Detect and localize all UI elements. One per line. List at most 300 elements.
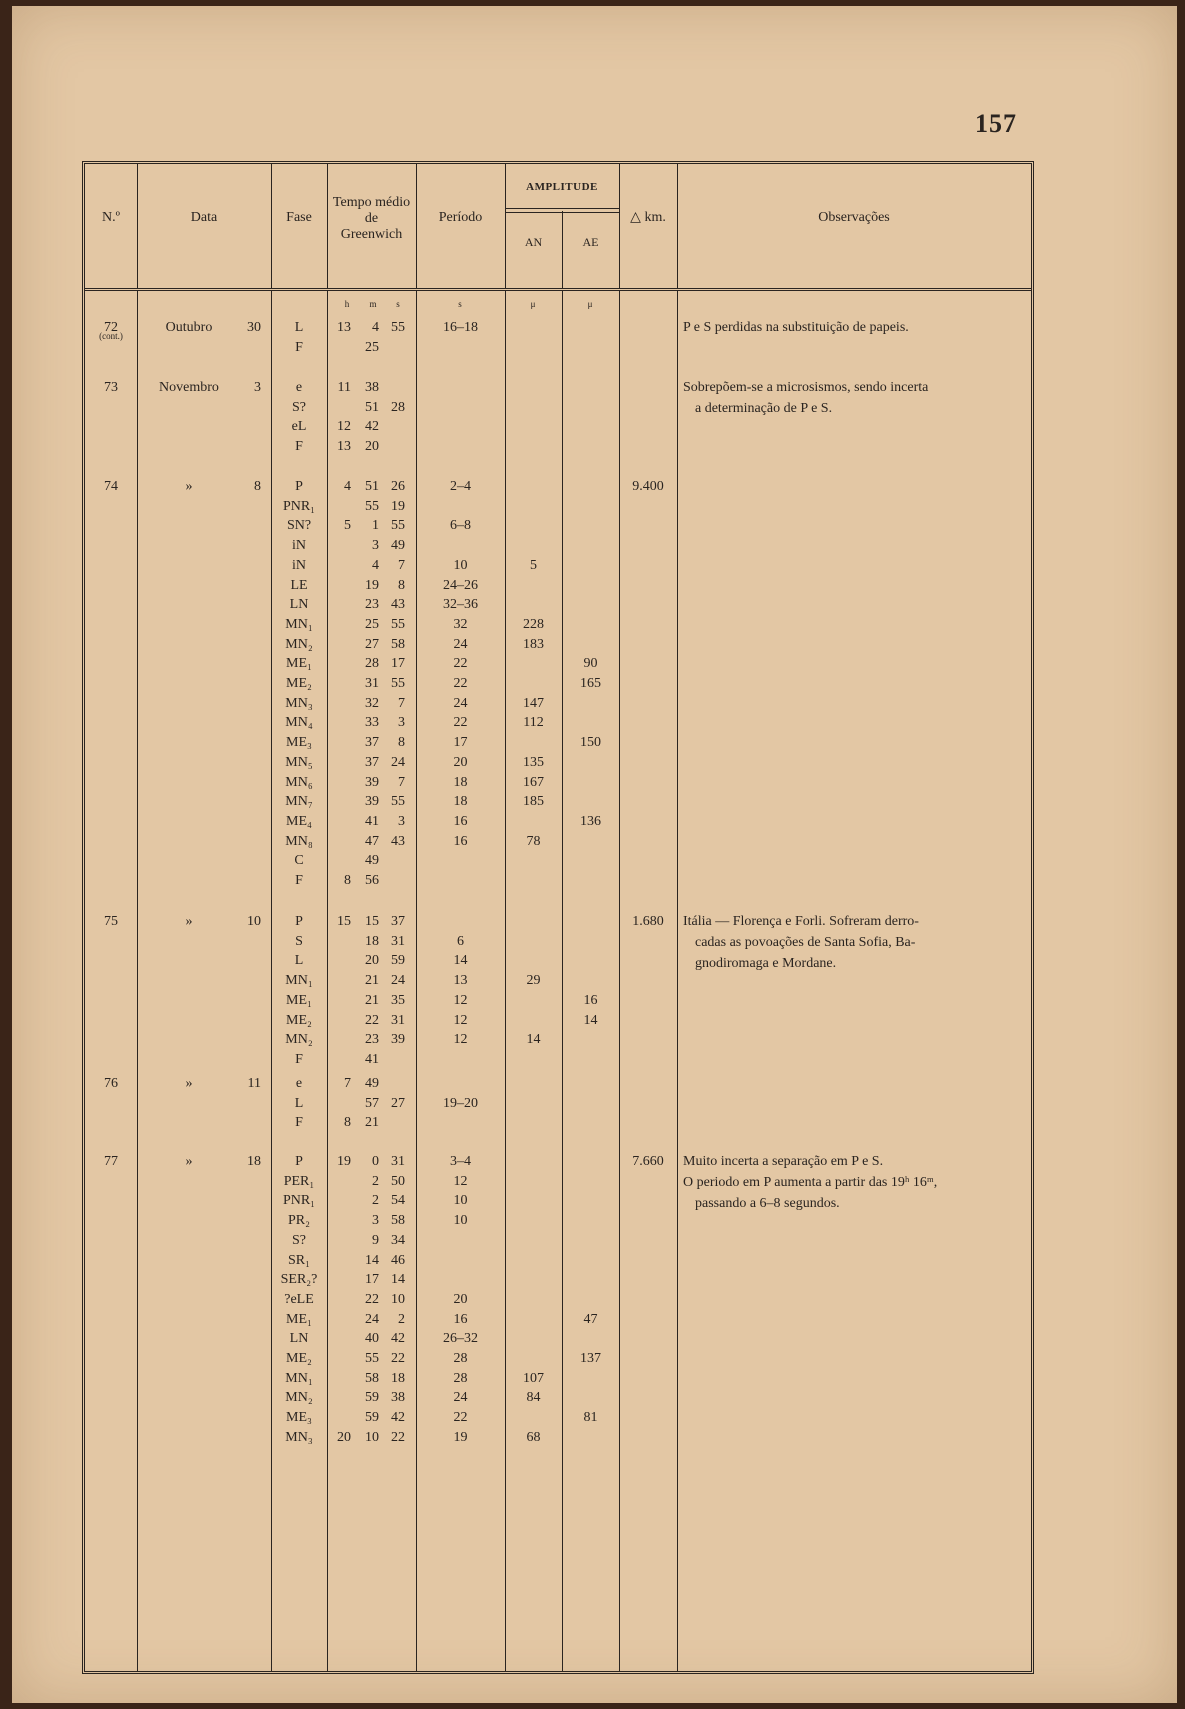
observation-line: cadas as povoações de Santa Sofia, Ba- [695,935,916,950]
phase-cell: F [295,873,303,888]
minute-cell: 37 [365,754,379,770]
table-row [85,1093,1031,1114]
period-cell: 12 [453,1173,468,1189]
minute-cell: 39 [365,794,379,810]
phase-cell: P [295,479,303,494]
record-number-note: (cont.) [99,331,123,341]
phase-cell: MN₂ [285,1032,313,1048]
seismic-records-table [82,161,1034,1674]
phase-cell: ME₂ [286,676,312,691]
minute-cell: 51 [365,399,379,415]
period-cell: 22 [453,656,468,672]
table-row [85,1368,1031,1389]
second-cell: 55 [391,616,405,632]
table-row [85,990,1031,1011]
record-month: » [185,1154,193,1169]
phase-cell: e [295,1076,303,1091]
minute-cell: 21 [365,992,379,1008]
second-cell: 24 [391,754,405,770]
period-cell: 16 [453,833,468,849]
units-row: h m s s μ μ [344,299,593,309]
phase-cell: ME₃ [286,1410,312,1426]
second-cell: 39 [391,1032,405,1048]
second-cell: 58 [391,636,405,652]
period-cell: 22 [453,1410,468,1426]
period-cell: 10 [453,1213,468,1229]
minute-cell: 17 [365,1272,379,1288]
hour-cell: 19 [337,1154,351,1169]
amplitude-n-cell: 68 [526,1429,541,1445]
header-period: Período [438,210,483,225]
table-row [85,850,1031,871]
record-number: 73 [104,380,118,395]
amplitude-n-cell: 167 [523,774,544,790]
amplitude-e-cell: 165 [580,676,601,691]
minute-cell: 38 [365,380,379,395]
observation-line: a determinação de P e S. [695,401,833,416]
minute-cell: 47 [365,833,379,849]
minute-cell: 18 [365,933,379,949]
table-row [85,436,1031,457]
amplitude-e-cell: 47 [583,1311,598,1327]
record-month: » [185,1076,193,1091]
table-header [85,164,1031,291]
minute-cell: 24 [365,1311,379,1327]
table-row [85,575,1031,596]
second-cell: 43 [391,833,405,849]
phase-cell: iN [292,557,306,573]
phase-cell: ME₂ [286,1012,312,1028]
minute-cell: 9 [372,1232,379,1248]
minute-cell: 4 [372,557,379,573]
minute-cell: 59 [365,1410,379,1426]
minute-cell: 41 [365,1051,379,1067]
amplitude-e-cell: 137 [580,1351,601,1366]
second-cell: 50 [391,1173,405,1189]
second-cell: 3 [398,813,405,829]
phase-cell: MN₈ [285,833,313,849]
phase-cell: F [295,1115,303,1131]
table-row [85,476,1031,497]
second-cell: 31 [391,933,405,949]
period-cell: 28 [453,1351,468,1366]
minute-cell: 4 [372,320,379,335]
amplitude-n-cell: 107 [523,1370,544,1386]
phase-cell: SR₁ [287,1252,310,1268]
record-day: 30 [247,320,261,335]
phase-cell: P [295,914,303,929]
page-number: 157 [975,109,1017,138]
period-cell: 32 [453,616,468,632]
minute-cell: 3 [372,1213,379,1229]
header-amplitude: AMPLITUDE [526,181,598,193]
hour-cell: 8 [344,873,351,888]
phase-cell: MN₁ [285,1370,313,1386]
minute-cell: 40 [365,1331,379,1347]
phase-cell: ?eLE [284,1291,314,1307]
header-number: N.º [102,210,120,225]
second-cell: 55 [391,676,405,691]
phase-cell: PER₁ [283,1173,315,1189]
amplitude-n-cell: 112 [523,715,544,731]
period-cell: 6–8 [450,518,471,534]
amplitude-n-cell: 228 [523,616,544,632]
minute-cell: 10 [365,1429,379,1445]
phase-cell: LE [290,577,308,593]
table-row [85,1073,1031,1094]
phase-cell: eL [291,419,307,435]
record-month: » [185,914,193,929]
period-cell: 16 [453,813,468,829]
table-row [85,1029,1031,1050]
record-day: 3 [254,380,261,395]
minute-cell: 55 [365,1351,379,1366]
second-cell: 55 [391,794,405,810]
minute-cell: 55 [365,498,379,514]
second-cell: 55 [391,518,405,534]
minute-cell: 0 [372,1154,379,1169]
phase-cell: iN [292,538,306,554]
period-cell: 18 [453,794,468,810]
amplitude-n-cell: 183 [523,636,544,652]
table-row [85,1049,1031,1070]
observation-line: Sobrepõem-se a microsismos, sendo incerta [683,380,929,395]
phase-cell: ME₄ [286,813,312,829]
amplitude-n-cell: 185 [523,794,544,810]
record-day: 10 [247,914,261,929]
minute-cell: 20 [365,439,379,455]
minute-cell: 58 [365,1370,379,1386]
phase-cell: LN [289,597,309,613]
phase-cell: L [294,320,304,335]
period-cell: 24 [453,695,468,711]
table-row [85,732,1031,753]
hour-cell: 20 [337,1429,351,1445]
phase-cell: L [294,953,304,969]
second-cell: 10 [391,1291,405,1307]
period-cell: 12 [453,992,468,1008]
phase-cell: L [294,1095,304,1111]
period-cell: 22 [453,676,468,691]
phase-cell: F [295,439,303,455]
second-cell: 8 [398,735,405,751]
minute-cell: 23 [365,597,379,613]
table-row [85,673,1031,694]
record-month: » [185,479,193,494]
second-cell: 22 [391,1351,405,1366]
table-row [85,1348,1031,1369]
phase-cell: PNR₁ [282,498,316,514]
second-cell: 42 [391,1410,405,1426]
phase-cell: MN₅ [285,754,313,770]
minute-cell: 2 [372,1173,379,1189]
hour-cell: 13 [337,320,351,335]
phase-cell: SER₂? [280,1272,318,1288]
minute-cell: 21 [365,1115,379,1131]
minute-cell: 20 [365,953,379,969]
second-cell: 38 [391,1390,405,1406]
period-cell: 22 [453,715,468,731]
table-row [85,496,1031,517]
second-cell: 17 [391,656,405,672]
hour-cell: 15 [337,914,351,929]
phase-cell: C [294,853,304,869]
phase-cell: MN₂ [285,636,313,652]
minute-cell: 31 [365,676,379,691]
minute-cell: 49 [365,853,379,869]
table-row [85,1010,1031,1031]
period-cell: 16–18 [443,320,478,335]
minute-cell: 22 [365,1291,379,1307]
period-cell: 24–26 [443,577,478,593]
phase-cell: MN₆ [285,774,313,790]
record-distance: 7.660 [632,1154,664,1169]
record-observations [683,911,1027,974]
record-observations [683,1151,1027,1214]
record-month: Outubro [165,320,213,335]
phase-cell: MN₁ [285,973,313,989]
observation-line: Itália — Florença e Forli. Sofreram derro- [683,914,919,929]
record-month: Novembro [159,380,219,395]
table-row [85,1269,1031,1290]
table-row [85,831,1031,852]
table-row [85,791,1031,812]
phase-cell: MN₃ [285,1429,313,1445]
period-cell: 24 [453,636,468,652]
period-cell: 16 [453,1311,468,1327]
header-time: Tempo médio de Greenwich [332,195,411,242]
amplitude-e-cell: 14 [583,1012,598,1028]
phase-cell: LN [289,1331,309,1347]
minute-cell: 25 [365,339,379,355]
period-cell: 19 [453,1429,468,1445]
period-cell: 2–4 [450,479,471,494]
second-cell: 27 [391,1095,405,1111]
phase-cell: MN₇ [285,794,313,810]
amplitude-n-cell: 5 [530,557,537,573]
phase-cell: MN₄ [285,715,313,731]
minute-cell: 19 [365,577,379,593]
phase-cell: ME₁ [286,1311,312,1327]
table-row [85,515,1031,536]
table-row [85,870,1031,891]
header-observations: Observações [818,210,890,225]
observation-line: P e S perdidas na substituição de papeis. [683,320,909,335]
second-cell: 55 [391,320,405,335]
minute-cell: 37 [365,735,379,751]
phase-cell: e [295,380,303,395]
amplitude-e-cell: 90 [583,656,598,672]
minute-cell: 33 [365,715,379,731]
second-cell: 8 [398,577,405,593]
record-number: 76 [104,1076,118,1091]
amplitude-e-cell: 150 [580,735,601,751]
table-row [85,1427,1031,1448]
minute-cell: 3 [372,538,379,554]
table-row [85,555,1031,576]
period-cell: 20 [453,754,468,770]
phase-cell: S? [292,1232,306,1248]
phase-cell: S? [292,399,306,415]
record-day: 8 [254,479,261,494]
phase-cell: P [295,1154,303,1169]
phase-cell: SN? [286,518,312,534]
second-cell: 28 [391,399,405,415]
minute-cell: 27 [365,636,379,652]
minute-cell: 56 [365,873,379,888]
period-cell: 28 [453,1370,468,1386]
observation-line: O periodo em P aumenta a partir das 19ʰ 16ᵐ, [683,1175,938,1190]
second-cell: 37 [391,914,405,929]
second-cell: 19 [391,498,405,514]
minute-cell: 15 [365,914,379,929]
table-row [85,1407,1031,1428]
table-row [85,614,1031,635]
observation-line: passando a 6–8 segundos. [695,1196,840,1211]
second-cell: 14 [391,1272,405,1288]
table-row [85,1250,1031,1271]
phase-cell: ME₂ [286,1351,312,1366]
amplitude-n-cell: 135 [523,754,544,770]
table-row [85,1112,1031,1133]
table-row [85,693,1031,714]
minute-cell: 1 [372,518,379,534]
phase-cell: MN₃ [285,695,313,711]
header-amplitude-e: AE [582,235,599,249]
second-cell: 54 [391,1193,405,1209]
minute-cell: 28 [365,656,379,672]
period-cell: 17 [453,735,468,751]
minute-cell: 32 [365,695,379,711]
record-distance: 1.680 [632,914,664,929]
table-row [85,1328,1031,1349]
period-cell: 24 [453,1390,468,1406]
table-row [85,712,1031,733]
second-cell: 24 [391,973,405,989]
header-phase: Fase [286,210,312,225]
second-cell: 18 [391,1370,405,1386]
table-row [85,653,1031,674]
second-cell: 7 [398,557,405,573]
second-cell: 2 [398,1311,405,1327]
phase-cell: MN₁ [285,616,313,632]
table-body [85,291,1031,1671]
second-cell: 58 [391,1213,405,1229]
amplitude-e-cell: 81 [583,1410,598,1426]
minute-cell: 42 [365,419,379,435]
period-cell: 18 [453,774,468,790]
hour-cell: 7 [344,1076,351,1091]
table-row [85,1309,1031,1330]
second-cell: 49 [391,538,405,554]
second-cell: 34 [391,1232,405,1248]
period-cell: 13 [453,973,468,989]
second-cell: 35 [391,992,405,1008]
period-cell: 12 [453,1012,468,1028]
second-cell: 22 [391,1429,405,1445]
period-cell: 10 [453,557,468,573]
phase-cell: PR₂ [287,1213,310,1229]
table-row [85,811,1031,832]
period-cell: 32–36 [443,597,478,613]
period-cell: 3–4 [450,1154,471,1169]
header-date: Data [190,210,218,225]
record-number: 74 [104,479,118,494]
second-cell: 26 [391,479,405,494]
hour-cell: 5 [344,518,351,534]
phase-cell: F [295,1051,303,1067]
hour-cell: 12 [337,419,351,435]
hour-cell: 4 [344,479,351,494]
amplitude-n-cell: 84 [526,1390,541,1406]
minute-cell: 57 [365,1095,379,1111]
amplitude-n-cell: 14 [526,1032,541,1048]
minute-cell: 59 [365,1390,379,1406]
minute-cell: 25 [365,616,379,632]
record-observations [683,377,1027,419]
record-distance: 9.400 [632,479,664,494]
period-cell: 14 [453,953,468,969]
observation-line: gnodiromaga e Mordane. [695,956,837,971]
second-cell: 7 [398,695,405,711]
table-row [85,337,1031,358]
second-cell: 31 [391,1154,405,1169]
period-cell: 10 [453,1193,468,1209]
second-cell: 46 [391,1252,405,1268]
period-cell: 20 [453,1291,468,1307]
period-cell: 6 [457,933,464,949]
hour-cell: 13 [337,439,351,455]
table-row [85,634,1031,655]
phase-cell: F [295,339,303,355]
table-row [85,416,1031,437]
amplitude-n-cell: 78 [526,833,541,849]
minute-cell: 21 [365,973,379,989]
amplitude-n-cell: 29 [526,973,541,989]
phase-cell: ME₁ [286,656,312,672]
minute-cell: 51 [365,479,379,494]
phase-cell: MN₂ [285,1390,313,1406]
second-cell: 7 [398,774,405,790]
record-number: 75 [104,914,118,929]
minute-cell: 22 [365,1012,379,1028]
phase-cell: ME₃ [286,735,312,751]
record-day: 18 [247,1154,261,1169]
minute-cell: 39 [365,774,379,790]
table-row [85,1387,1031,1408]
minute-cell: 2 [372,1193,379,1209]
record-observations [683,317,1027,338]
table-row [85,772,1031,793]
record-number: 77 [104,1154,118,1169]
observation-line: Muito incerta a separação em P e S. [683,1154,884,1169]
second-cell: 3 [398,715,405,731]
header-distance-km: △ km. [630,210,666,225]
amplitude-e-cell: 16 [583,992,598,1008]
table-row [85,594,1031,615]
period-cell: 26–32 [443,1331,478,1347]
table-row [85,752,1031,773]
second-cell: 31 [391,1012,405,1028]
phase-cell: ME₁ [286,992,312,1008]
header-amplitude-n: AN [524,235,543,249]
hour-cell: 8 [344,1115,351,1131]
period-cell: 19–20 [443,1095,478,1111]
hour-cell: 11 [337,380,351,395]
minute-cell: 41 [365,813,379,829]
minute-cell: 23 [365,1032,379,1048]
amplitude-n-cell: 147 [523,695,544,711]
